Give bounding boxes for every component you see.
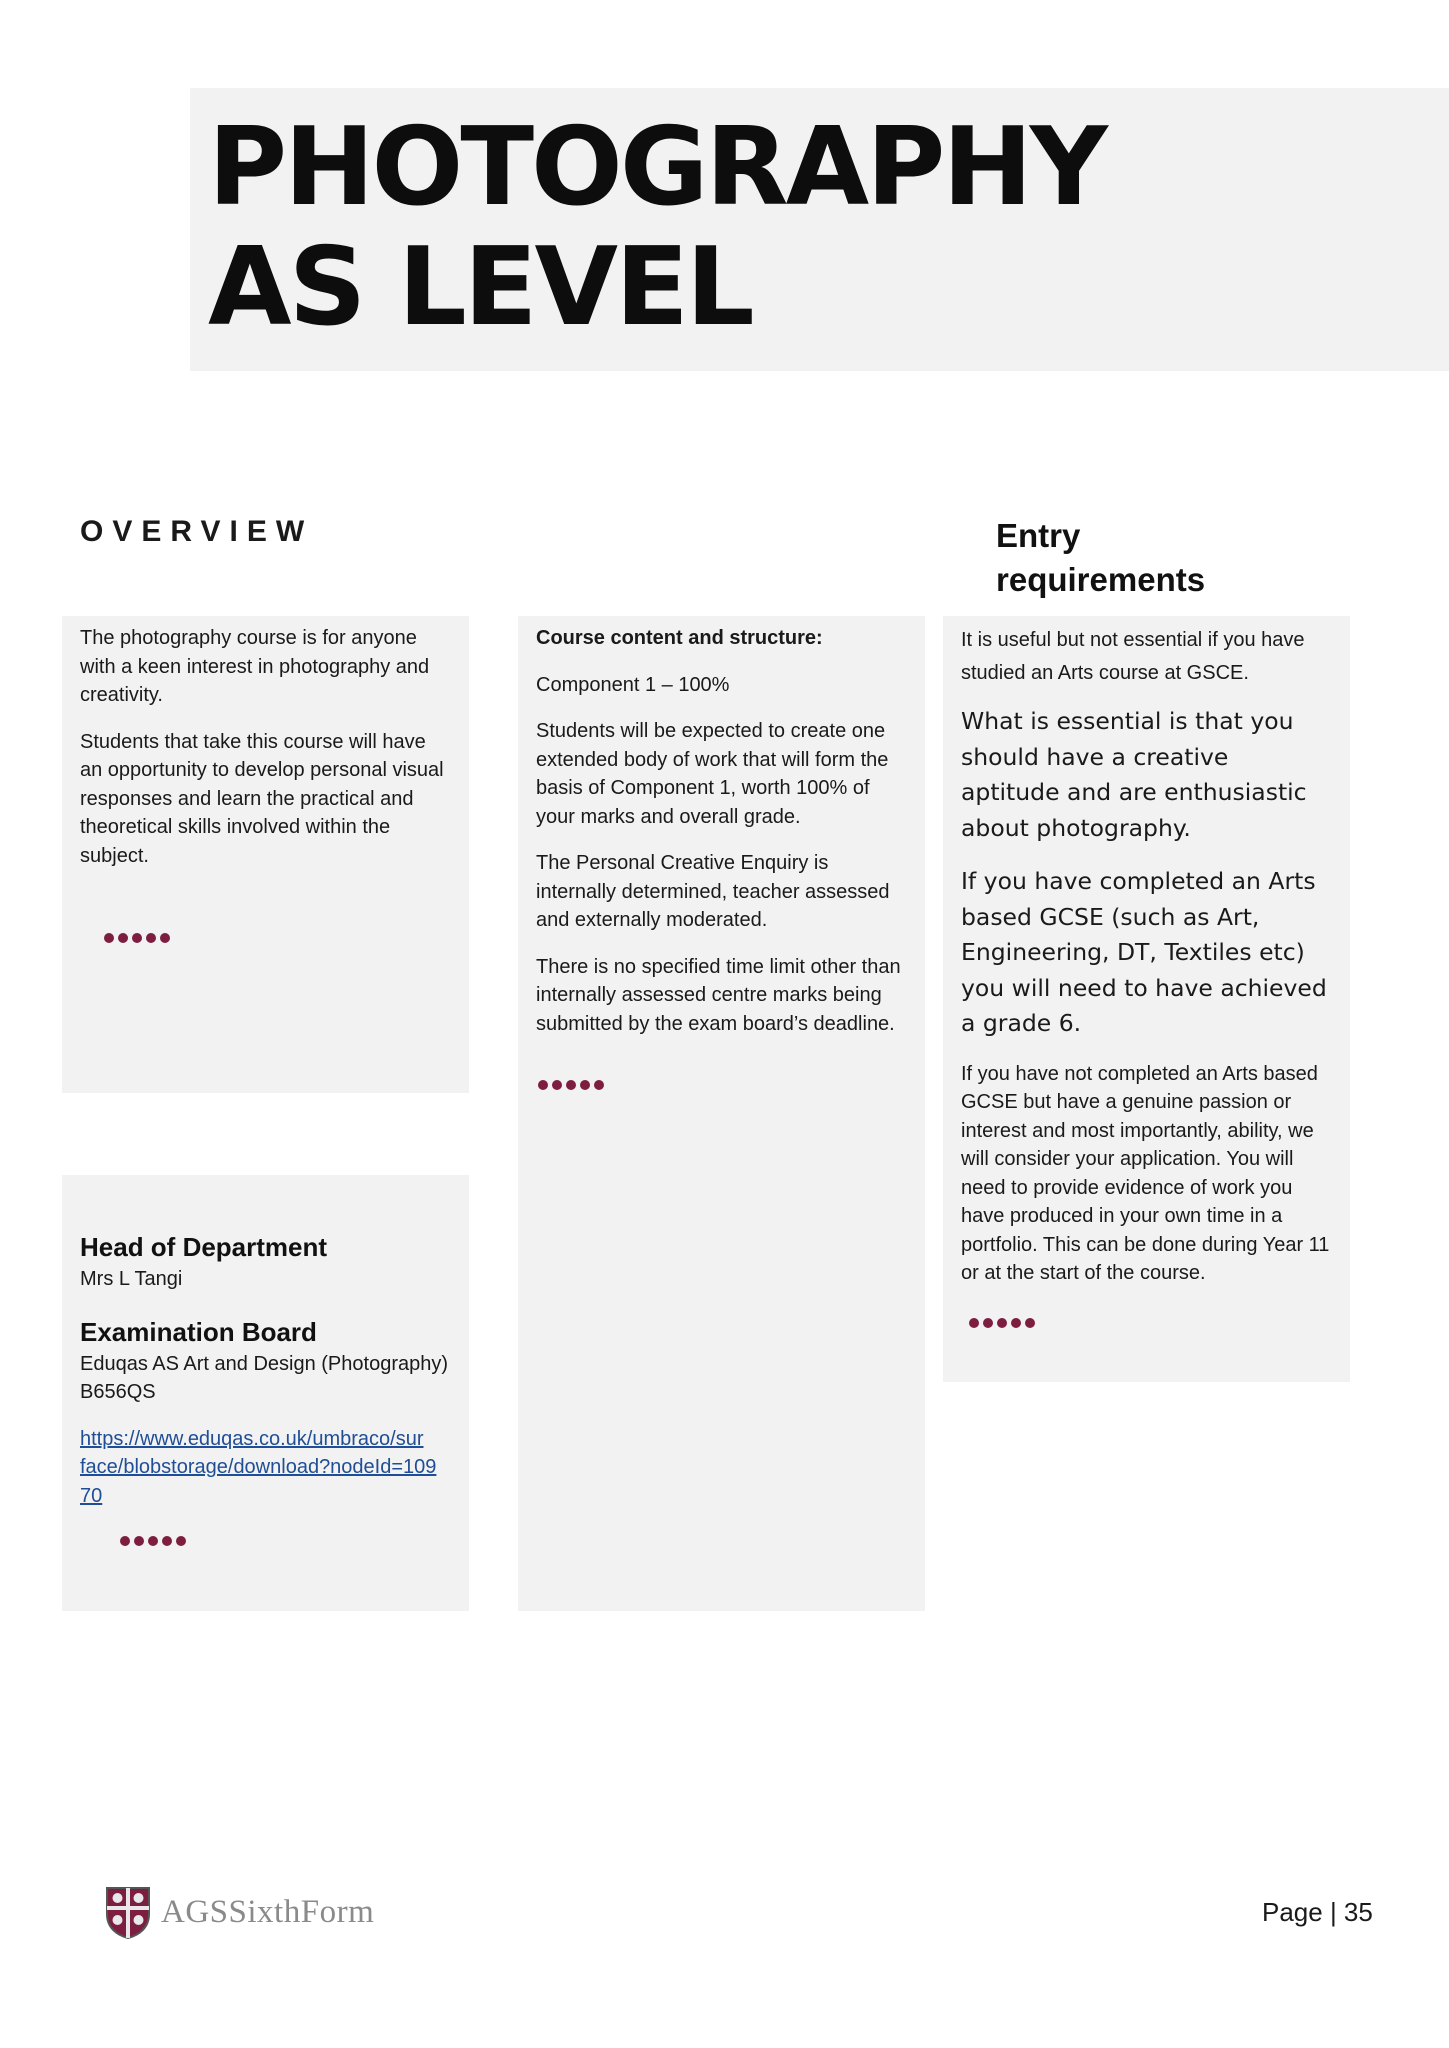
course-content-heading: Course content and structure:: [536, 627, 823, 649]
school-brand-suffix: SixthForm: [228, 1893, 375, 1930]
page-title: [208, 105, 1105, 350]
entry-paragraph-3: If you have completed an Arts based GCSE (such as Art, Engineering, DT, Textiles etc) you will need to have achieved a grade 6.: [961, 867, 1327, 1037]
course-paragraph-1: Students will be expected to create one extended body of work that will form the basis of Component 1, worth 100% of your marks and overall grade.: [536, 720, 889, 828]
course-paragraph-3: There is no specified time limit other than internally assessed centre marks being submitted by the exam board’s deadline.: [536, 955, 901, 1035]
divider-dot: [134, 1536, 144, 1546]
page-title-line-2: AS LEVEL: [208, 225, 752, 350]
specification-link-line-1[interactable]: https://www.eduqas.co.uk/umbraco/sur: [80, 1427, 424, 1450]
page-number: Page | 35: [1262, 1897, 1373, 1927]
divider-dot: [1025, 1318, 1035, 1328]
specification-link[interactable]: [80, 1425, 451, 1511]
divider-dot: [118, 933, 128, 943]
examination-board-value: [80, 1350, 451, 1407]
entry-paragraph-1: It is useful but not essential if you have studied an Arts course at GSCE.: [961, 629, 1305, 684]
divider-dot: [132, 933, 142, 943]
head-of-department-value: Mrs L Tangi: [80, 1268, 183, 1290]
divider-dot: [1011, 1318, 1021, 1328]
overview-paragraph-2: Students that take this course will have an opportunity to develop personal visual responses and learn the practical and theoretical skills involved within the subject.: [80, 730, 444, 867]
examination-board-name: Eduqas AS Art and Design (Photography): [80, 1352, 449, 1375]
specification-link-line-3[interactable]: 70: [80, 1484, 103, 1507]
divider-dot: [997, 1318, 1007, 1328]
divider-dot: [176, 1536, 186, 1546]
department-card: [62, 1175, 469, 1611]
divider-dot: [983, 1318, 993, 1328]
divider-dot: [146, 933, 156, 943]
course-dots-divider: [538, 1080, 907, 1090]
school-logo: [103, 1884, 374, 1940]
examination-board-code: B656QS: [80, 1381, 156, 1403]
entry-dots-divider: [969, 1318, 1334, 1328]
divider-dot: [148, 1536, 158, 1546]
entry-paragraph-4: If you have not completed an Arts based GCSE but have a genuine passion or interest and most importantly, ability, we will consider your application. You will need to provide evidence of work you have produced in your own time in a portfolio. This can be done during Year 11 or at the start of the course.: [961, 1062, 1330, 1284]
divider-dot: [580, 1080, 590, 1090]
department-dots-divider: [120, 1536, 451, 1546]
course-content-card: [518, 616, 925, 1611]
overview-card: [62, 616, 469, 1093]
entry-requirements-card: [943, 616, 1350, 1382]
divider-dot: [552, 1080, 562, 1090]
divider-dot: [120, 1536, 130, 1546]
examination-board-label: Examination Board: [80, 1316, 317, 1347]
divider-dot: [566, 1080, 576, 1090]
entry-paragraph-2: What is essential is that you should have a creative aptitude and are enthusiastic about photography.: [961, 707, 1307, 842]
course-component: Component 1 – 100%: [536, 673, 730, 696]
entry-requirements-heading: Entry requirements: [996, 517, 1206, 598]
divider-dot: [538, 1080, 548, 1090]
divider-dot: [969, 1318, 979, 1328]
head-of-department-label: Head of Department: [80, 1232, 328, 1262]
page-title-line-1: PHOTOGRAPHY: [208, 105, 1105, 230]
school-crest-icon: [103, 1884, 153, 1940]
school-brand-name: [161, 1894, 374, 1931]
divider-dot: [594, 1080, 604, 1090]
overview-dots-divider: [104, 933, 451, 943]
specification-link-line-2[interactable]: face/blobstorage/download?nodeId=109: [80, 1456, 437, 1478]
overview-heading: OVERVIEW: [80, 515, 314, 548]
course-paragraph-2: The Personal Creative Enquiry is internally determined, teacher assessed and externally moderated.: [536, 852, 890, 931]
divider-dot: [162, 1536, 172, 1546]
divider-dot: [104, 933, 114, 943]
school-brand-prefix: AGS: [161, 1893, 229, 1930]
divider-dot: [160, 933, 170, 943]
overview-paragraph-1: The photography course is for anyone with a keen interest in photography and creativity.: [80, 627, 430, 706]
